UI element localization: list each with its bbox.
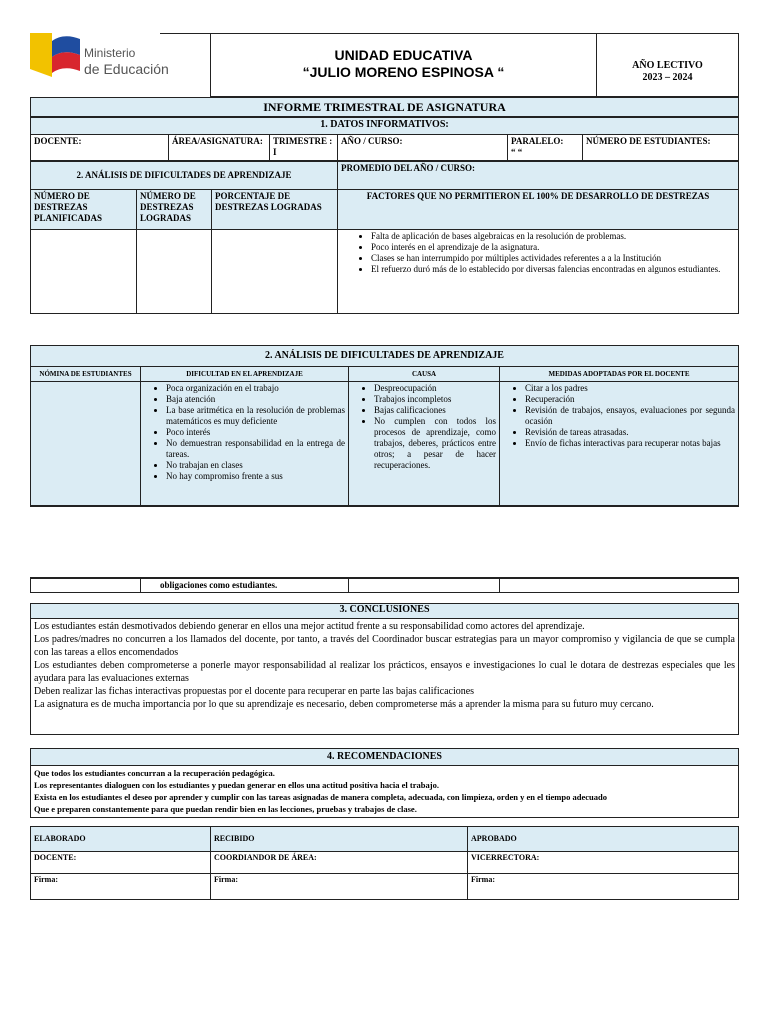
firma-elaborado: Firma: bbox=[31, 874, 211, 900]
docente-field: DOCENTE: bbox=[31, 135, 169, 161]
nomina-cell bbox=[31, 382, 141, 506]
cell-logradas-value bbox=[137, 230, 212, 314]
recommendation-line: Que todos los estudiantes concurran a la recuperación pedagógica. bbox=[34, 768, 275, 778]
col-nomina: NÓMINA DE ESTUDIANTES bbox=[31, 367, 141, 382]
conclusions-body bbox=[31, 619, 738, 712]
trimestre-value: I bbox=[273, 147, 277, 157]
dificultad-item: • Poco interés bbox=[166, 427, 345, 438]
medida-item: • Revisión de trabajos, ensayos, evaluaciones por segunda ocasión bbox=[525, 405, 735, 427]
firma-recibido: Firma: bbox=[211, 874, 468, 900]
recommendation-line: Exista en los estudiantes el deseo por aprender y cumplir con las tareas asignadas de manera completa, adecuada, con limpieza, orden y en el tiempo adecuado bbox=[34, 792, 607, 802]
causa-item: • Despreocupación bbox=[374, 383, 496, 394]
school-name-line2: “JULIO MORENO ESPINOSA “ bbox=[302, 64, 505, 80]
dificultades-table bbox=[30, 345, 739, 507]
continuation-dificultad bbox=[141, 578, 349, 593]
continuation-nomina bbox=[31, 578, 141, 593]
area-field: ÁREA/ASIGNATURA: bbox=[169, 135, 270, 161]
school-year-label: AÑO LECTIVO bbox=[632, 60, 703, 71]
factor-item: • Poco interés en el aprendizaje de la asignatura. bbox=[371, 242, 735, 253]
dificultad-item: • No trabajan en clases bbox=[166, 460, 345, 471]
datos-informativos-table bbox=[30, 117, 739, 161]
conclusion-paragraph: Deben realizar las fichas interactivas propuestas por el docente para recuperar en parte las bajas calificaciones bbox=[34, 686, 475, 697]
vicerrectora-signer: VICERRECTORA: bbox=[468, 852, 739, 874]
continuation-causa bbox=[349, 578, 500, 593]
cell-porcentaje-value bbox=[212, 230, 338, 314]
col-dificultad: DIFICULTAD EN EL APRENDIZAJE bbox=[141, 367, 349, 382]
dificultad-item: • No demuestran responsabilidad en la entrega de tareas. bbox=[166, 438, 345, 460]
anio-curso-field: AÑO / CURSO: bbox=[338, 135, 508, 161]
col-medidas: MEDIDAS ADOPTADAS POR EL DOCENTE bbox=[500, 367, 739, 382]
medida-item: • Recuperación bbox=[525, 394, 735, 405]
paralelo-label: PARALELO: bbox=[511, 136, 564, 146]
firma-aprobado: Firma: bbox=[468, 874, 739, 900]
dificultad-item: • Baja atención bbox=[166, 394, 345, 405]
analysis-subtitle: 2. ANÁLISIS DE DIFICULTADES DE APRENDIZAJE bbox=[31, 162, 338, 190]
medida-item: • Revisión de tareas atrasadas. bbox=[525, 427, 735, 438]
recommendations-body bbox=[31, 766, 738, 816]
factor-item: • Clases se han interrumpido por múltiples actividades referentes a a la Institución bbox=[371, 253, 735, 264]
col-porcentaje-destrezas: PORCENTAJE DE DESTREZAS LOGRADAS bbox=[212, 190, 338, 230]
col-destrezas-planificadas: NÚMERO DE DESTREZAS PLANIFICADAS bbox=[31, 190, 137, 230]
conclusion-paragraph: Los padres/madres no concurren a los llamados del docente, por tanto, a través del Coordinador buscar estrategias para un mayor compromiso y vigilancia de que se cumpla con las tareas a ellos encomendados bbox=[34, 634, 735, 658]
causa-item: • Bajas calificaciones bbox=[374, 405, 496, 416]
factor-item: • Falta de aplicación de bases algebraicas en la resolución de problemas. bbox=[371, 231, 735, 242]
causa-item: • Trabajos incompletos bbox=[374, 394, 496, 405]
paralelo-value: “ “ bbox=[511, 147, 523, 157]
ministry-logo bbox=[30, 33, 210, 97]
dificultad-item: • No hay compromiso frente a sus bbox=[166, 471, 345, 482]
school-name-line1: UNIDAD EDUCATIVA bbox=[334, 47, 473, 63]
conclusion-paragraph: La asignatura es de mucha importancia por lo que su aprendizaje es necesario, deben comprometerse más a aprender la misma para su futuro muy cercano. bbox=[34, 699, 654, 710]
num-estudiantes-field: NÚMERO DE ESTUDIANTES: bbox=[583, 135, 739, 161]
school-year-cell bbox=[597, 33, 739, 97]
recommendations-section bbox=[30, 748, 739, 818]
causa-item: • No cumplen con todos los procesos de aprendizaje, como trabajos, deberes, prácticos entre otros; a pesar de hacer recuperaciones. bbox=[374, 416, 496, 471]
signatures-table bbox=[30, 826, 739, 900]
school-name-cell bbox=[210, 33, 597, 97]
destrezas-table bbox=[30, 161, 739, 314]
conclusions-section bbox=[30, 603, 739, 735]
col-factores: FACTORES QUE NO PERMITIERON EL 100% DE DESARROLLO DE DESTREZAS bbox=[338, 190, 739, 230]
school-year-value: 2023 – 2024 bbox=[642, 72, 693, 83]
factores-list-cell bbox=[338, 230, 739, 314]
conclusion-paragraph: Los estudiantes están desmotivados debiendo generar en ellos una mejor actitud frente a su responsabilidad como actores del aprendizaje. bbox=[34, 621, 585, 632]
cell-planificadas-value bbox=[31, 230, 137, 314]
report-title: INFORME TRIMESTRAL DE ASIGNATURA bbox=[30, 97, 739, 117]
causas-cell bbox=[349, 382, 500, 506]
header bbox=[30, 33, 739, 97]
paralelo-field bbox=[508, 135, 583, 161]
ecuador-flag-icon bbox=[30, 33, 80, 77]
medida-item: • Citar a los padres bbox=[525, 383, 735, 394]
dificultad-item: • La base aritmética en la resolución de problemas matemáticos es muy deficiente bbox=[166, 405, 345, 427]
coordinador-signer: COORDIANDOR DE ÁREA: bbox=[211, 852, 468, 874]
recommendation-line: Los representantes dialoguen con los estudiantes y puedan generar en ellos una actitud positiva hacia el trabajo. bbox=[34, 780, 439, 790]
dificultad-continuation-text: obligaciones como estudiantes. bbox=[160, 580, 278, 590]
promedio-field: PROMEDIO DEL AÑO / CURSO: bbox=[338, 162, 739, 190]
col-causa: CAUSA bbox=[349, 367, 500, 382]
recommendations-title: 4. RECOMENDACIONES bbox=[31, 749, 738, 766]
dificultades-cell bbox=[141, 382, 349, 506]
conclusion-paragraph: Los estudiantes deben comprometerse a ponerle mayor responsabilidad al realizar los prácticos, ensayos e investigaciones lo cual le dotara de destrezas especiales que les ayudara para las evaluaciones externas bbox=[34, 660, 735, 684]
recommendation-line: Que e preparen constantemente para que puedan rendir bien en las lecciones, pruebas y trabajos de clase. bbox=[34, 804, 417, 814]
trimestre-label: TRIMESTRE : bbox=[273, 136, 333, 146]
continuation-medidas bbox=[500, 578, 739, 593]
medida-item: • Envío de fichas interactivas para recuperar notas bajas bbox=[525, 438, 735, 449]
ministry-name-line1: Ministerio bbox=[84, 46, 136, 60]
trimestre-field bbox=[270, 135, 338, 161]
docente-signer: DOCENTE: bbox=[31, 852, 211, 874]
conclusions-title: 3. CONCLUSIONES bbox=[31, 604, 738, 619]
dificultad-item: • Poca organización en el trabajo bbox=[166, 383, 345, 394]
aprobado-header: APROBADO bbox=[468, 827, 739, 852]
section2-title: 2. ANÁLISIS DE DIFICULTADES DE APRENDIZAJE bbox=[31, 346, 739, 367]
col-destrezas-logradas: NÚMERO DE DESTREZAS LOGRADAS bbox=[137, 190, 212, 230]
medidas-cell bbox=[500, 382, 739, 506]
ministry-name-line2: de Educación bbox=[84, 61, 169, 77]
dificultades-continuation-table bbox=[30, 577, 739, 593]
recibido-header: RECIBIDO bbox=[211, 827, 468, 852]
elaborado-header: ELABORADO bbox=[31, 827, 211, 852]
section1-title: 1. DATOS INFORMATIVOS: bbox=[31, 118, 739, 135]
factor-item: • El refuerzo duró más de lo establecido por diversas falencias encontradas en algunos estudiantes. bbox=[371, 264, 735, 275]
